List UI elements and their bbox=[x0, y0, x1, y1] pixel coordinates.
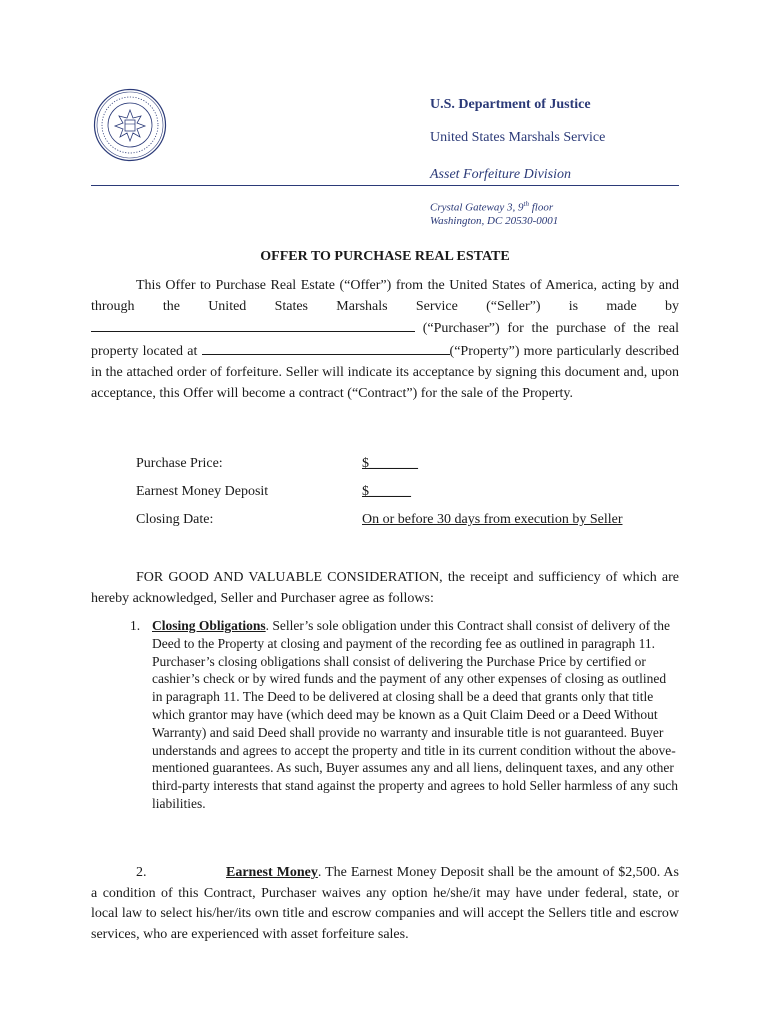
consideration-paragraph: FOR GOOD AND VALUABLE CONSIDERATION, the receipt and sufficiency of which are hereby acknowledged, Seller and Purchaser agree as follows: bbox=[91, 570, 679, 606]
address-line-1: Crystal Gateway 3, 9th floor bbox=[430, 200, 554, 214]
term-purchase-price bbox=[136, 456, 696, 476]
term-value[interactable]: $______ bbox=[362, 484, 411, 499]
document-title: OFFER TO PURCHASE REAL ESTATE bbox=[260, 249, 510, 264]
section-1 bbox=[130, 617, 679, 813]
purchaser-name-blank[interactable] bbox=[91, 317, 415, 332]
intro-paragraph: This Offer to Purchase Real Estate (“Offer”) from the United States of America, acting by and through the United States Marshals Service (“Seller”) is made by (“Purchaser”) for the purchase of the real property located at (“Property”) more particularly described in the attached order of forfeiture. Seller will indicate its acceptance by signing this document and, upon acceptance, this Offer will become a contract (“Contract”) for the sale of the Property. bbox=[91, 278, 679, 401]
address-line-2: Washington, DC 20530-0001 bbox=[430, 215, 559, 227]
term-value: On or before 30 days from execution by Seller bbox=[362, 512, 623, 527]
term-label: Purchase Price: bbox=[136, 456, 223, 471]
header-rule bbox=[91, 185, 679, 186]
us-marshals-seal bbox=[93, 88, 167, 162]
section-heading: Earnest Money bbox=[226, 865, 318, 880]
service-name: United States Marshals Service bbox=[430, 130, 606, 145]
term-value[interactable]: $_______ bbox=[362, 456, 418, 471]
term-label: Earnest Money Deposit bbox=[136, 484, 269, 499]
term-closing-date bbox=[136, 512, 696, 532]
department-name: U.S. Department of Justice bbox=[430, 97, 591, 112]
division-name: Asset Forfeiture Division bbox=[430, 167, 572, 182]
section-heading: Closing Obligations bbox=[152, 618, 266, 633]
term-label: Closing Date: bbox=[136, 512, 214, 527]
term-earnest-money bbox=[136, 484, 696, 504]
section-number: 1. bbox=[130, 618, 141, 633]
section-text: . Seller’s sole obligation under this Contract shall consist of delivery of the Deed to the Property at closing and payment of the recording fee as outlined in paragraph 11. Purchaser’s closing obligations shall consist of delivering the Purchase Price by certified or cashier’s check or by wired funds and the payment of any other expenses of closing as outlined in paragraph 11. The Deed to be delivered at closing shall be a deed that grants only that title which grantor may have (which deed may be known as a Quit Claim Deed or a Deed Without Warranty) and said Deed shall provide no warranty and insurable title is not guaranteed. Buyer understands and agrees to accept the property and title in its current condition without the above-mentioned guarantees. As such, Buyer assumes any and all liens, delinquent taxes, and any other third-party interests that stand against the property and agrees to hold Seller harmless of any such liabilities. bbox=[152, 618, 678, 811]
section-2 bbox=[91, 863, 679, 946]
section-number: 2. bbox=[136, 865, 147, 880]
property-address-blank[interactable] bbox=[202, 340, 450, 355]
section-text: . The Earnest Money Deposit shall be the amount of $2,500. As a condition of this Contract, Purchaser waives any option he/she/it may have under federal, state, or local law to select his/her/its own title and escrow companies and will accept the Sellers title and escrow services, who are experienced with asset forfeiture sales. bbox=[91, 865, 679, 943]
